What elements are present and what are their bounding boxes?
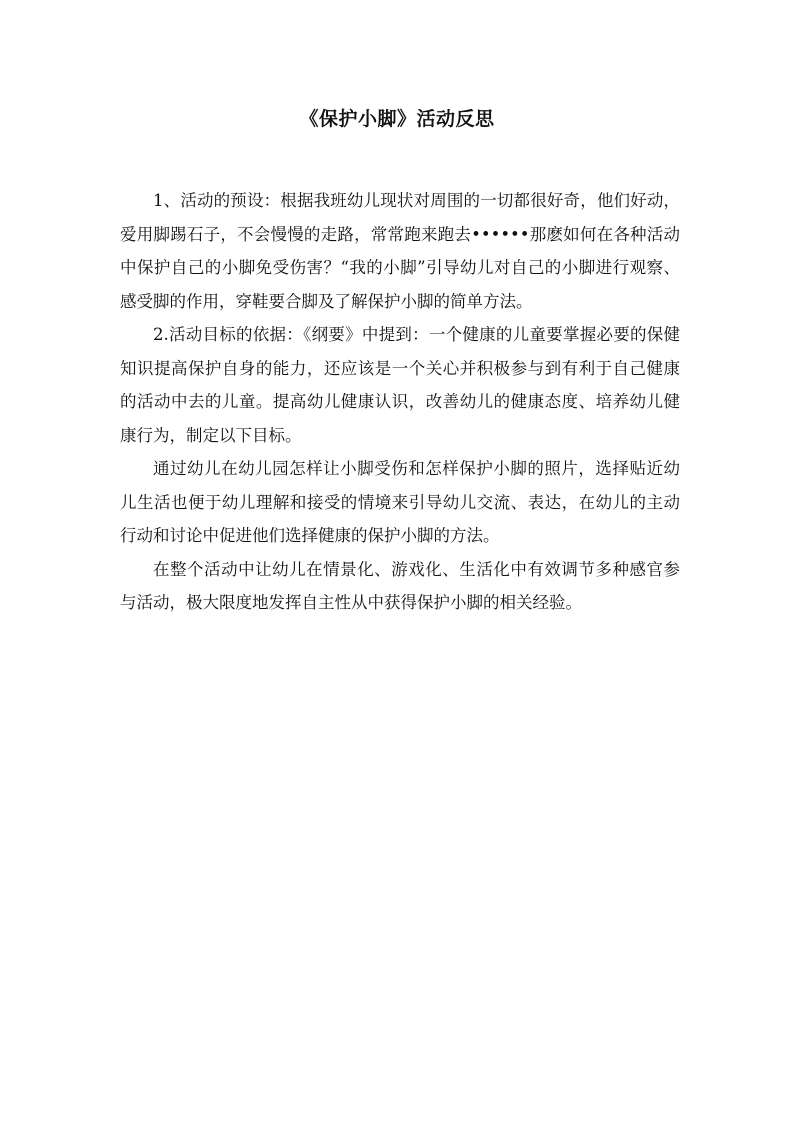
paragraph-goal-basis: 2.活动目标的依据：《纲要》中提到：一个健康的儿童要掌握必要的保健知识提高保护自身的能力，还应该是一个关心并积极参与到有利于自己健康的活动中去的儿童。提高幼儿健康认识，改善幼儿的健康态度、培养幼儿健康行为，制定以下目标。 (120, 325, 680, 445)
paragraph-activity-preset: 1、活动的预设：根据我班幼儿现状对周围的一切都很好奇，他们好动，爱用脚踢石子，不会慢慢的走路，常常跑来跑去••••••那麽如何在各种活动中保护自己的小脚免受伤害？“我的小脚”引导幼儿对自己的小脚进行观察、感受脚的作用，穿鞋要合脚及了解保护小脚的简单方法。 (120, 191, 680, 311)
paragraph-summary: 在整个活动中让幼儿在情景化、游戏化、生活化中有效调节多种感官参与活动，极大限度地发挥自主性从中获得保护小脚的相关经验。 (120, 559, 680, 612)
page-title: 《保护小脚》活动反思 (299, 108, 495, 130)
paragraph-method: 通过幼儿在幼儿园怎样让小脚受伤和怎样保护小脚的照片，选择贴近幼儿生活也便于幼儿理解和接受的情境来引导幼儿交流、表达，在幼儿的主动行动和讨论中促进他们选择健康的保护小脚的方法。 (120, 459, 680, 545)
document-body (120, 184, 680, 620)
